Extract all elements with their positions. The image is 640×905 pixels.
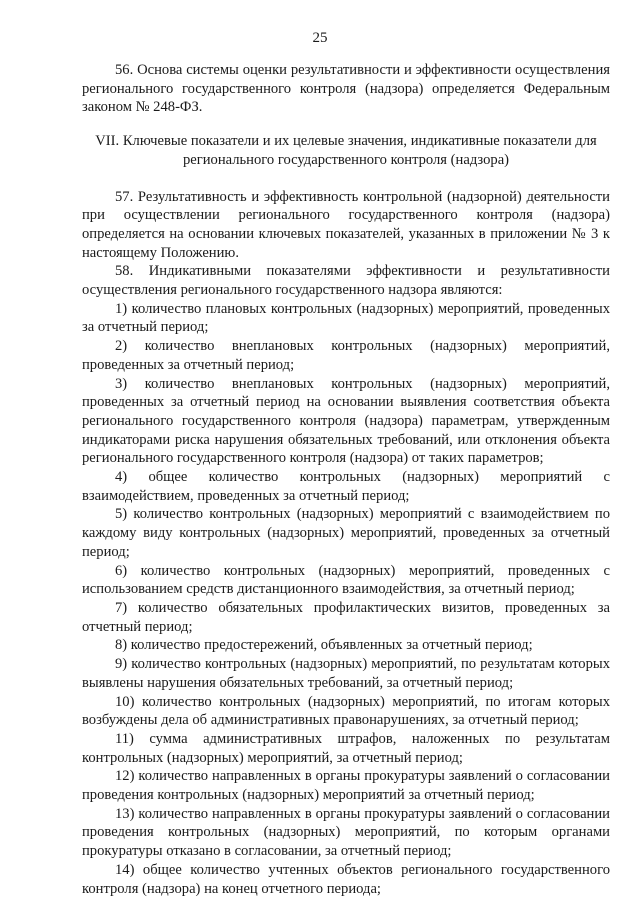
list-item-1: 1) количество плановых контрольных (надзорных) мероприятий, проведенных за отчетный период; xyxy=(82,300,610,336)
list-item-10: 10) количество контрольных (надзорных) мероприятий, по итогам которых возбуждены дела об административных правонарушениях, за отчетный период; xyxy=(82,693,610,729)
list-item-2: 2) количество внеплановых контрольных (надзорных) мероприятий, проведенных за отчетный период; xyxy=(82,338,610,373)
section-heading: VII. Ключевые показатели и их целевые значения, индикативные показатели для регионального государственного контроля (надзора) xyxy=(95,133,597,168)
list-item-11: 11) сумма административных штрафов, наложенных по результатам контрольных (надзорных) мероприятий, за отчетный период; xyxy=(82,730,610,766)
list-item-12: 12) количество направленных в органы прокуратуры заявлений о согласовании проведения контрольных (надзорных) мероприятий за отчетный период; xyxy=(82,768,610,804)
paragraph-56: 56. Основа системы оценки результативности и эффективности осуществления регионального государственного контроля (надзора) определяется Федеральным законом № 248-ФЗ. xyxy=(82,62,610,116)
list-item-9: 9) количество контрольных (надзорных) мероприятий, по результатам которых выявлены нарушения обязательных требований, за отчетный период; xyxy=(82,656,610,691)
list-item-8: 8) количество предостережений, объявленных за отчетный период; xyxy=(115,637,533,654)
document-body xyxy=(82,61,610,898)
list-item-13: 13) количество направленных в органы прокуратуры заявлений о согласовании проведения контрольных (надзорных) мероприятий, по которым органами прокуратуры отказано в согласовании, за отчетный период; xyxy=(82,805,610,860)
list-item-6: 6) количество контрольных (надзорных) мероприятий, проведенных с использованием средств дистанционного взаимодействия, за отчетный период; xyxy=(82,562,610,598)
list-item-5: 5) количество контрольных (надзорных) мероприятий с взаимодействием по каждому виду контрольных (надзорных) мероприятий, проведенных за отчетный период; xyxy=(82,506,610,560)
page-number: 25 xyxy=(312,30,328,46)
paragraph-57: 57. Результативность и эффективность контрольной (надзорной) деятельности при осуществлении регионального государственного контроля (надзора) определяется на основании ключевых показателей, указанных в приложении № 3 к настоящему Положению. xyxy=(82,188,610,261)
list-item-3: 3) количество внеплановых контрольных (надзорных) мероприятий, проведенных за отчетный период на основании выявления соответствия объекта регионального государственного контроля (надзора) параметрам, утвержденным индикаторами риска нарушения обязательных требований, или отклонения объекта регионального государственного контроля (надзора) от таких параметров; xyxy=(82,375,610,467)
list-item-7: 7) количество обязательных профилактических визитов, проведенных за отчетный период; xyxy=(82,599,610,635)
list-item-14: 14) общее количество учтенных объектов регионального государственного контроля (надзора) на конец отчетного периода; xyxy=(82,861,610,897)
paragraph-58: 58. Индикативными показателями эффективности и результативности осуществления регионального государственного надзора являются: xyxy=(82,263,610,299)
list-item-4: 4) общее количество контрольных (надзорных) мероприятий с взаимодействием, проведенных за отчетный период; xyxy=(82,469,610,504)
